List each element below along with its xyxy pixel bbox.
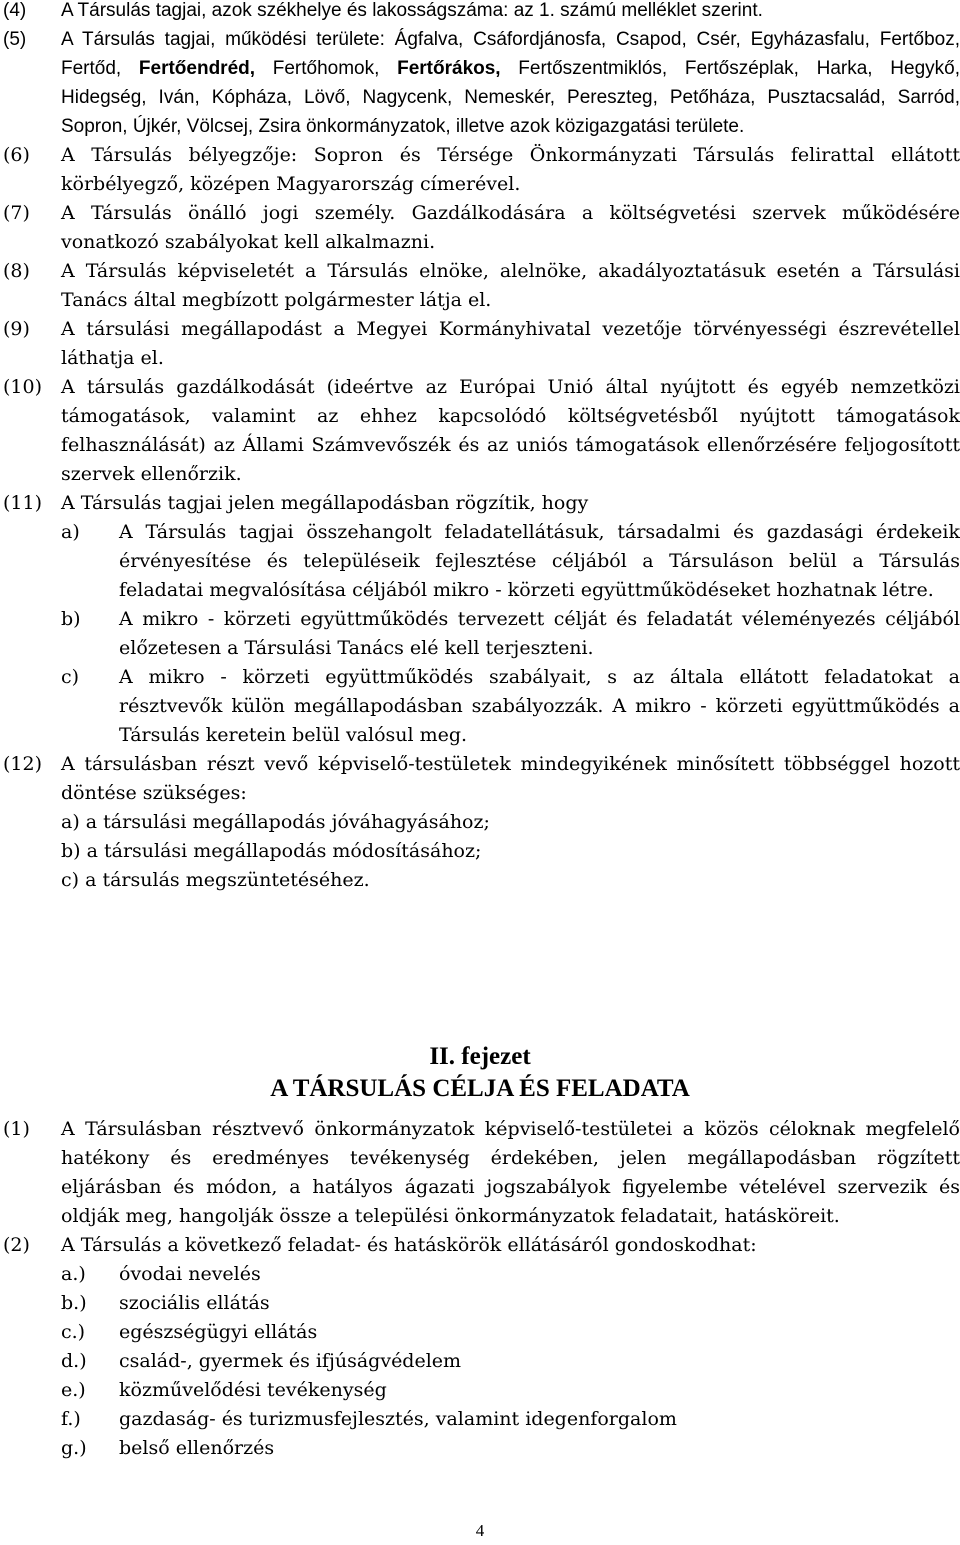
paragraph-number: (11) [3, 492, 43, 514]
paragraph-text: A társulásban részt vevő képviselő-testületek mindegyikének minősített többséggel hozott döntése szükséges: [61, 753, 960, 804]
paragraph-text: A Társulás tagjai, azok székhelye és lakosságszáma: az 1. számú melléklet szerint. [61, 0, 763, 21]
task-item-g [0, 1434, 960, 1463]
paragraph-9 [0, 315, 960, 373]
list-label: e.) [61, 1379, 86, 1401]
list-item-12b [0, 837, 960, 866]
list-text: család-, gyermek és ifjúságvédelem [119, 1350, 462, 1372]
paragraph-text: A Társulás bélyegzője: Sopron és Térsége Önkormányzati Társulás felirattal ellátott körbélyegző, középen Magyarország címerével. [61, 144, 960, 195]
paragraph-number: (12) [3, 753, 43, 775]
task-item-a [0, 1260, 960, 1289]
paragraph-text: A társulási megállapodást a Megyei Kormányhivatal vezetője törvényességi észrevétellel láthatja el. [61, 318, 960, 369]
page-number: 4 [475, 1521, 485, 1540]
chapter-paragraph-1 [0, 1115, 960, 1231]
paragraph-number: (10) [3, 376, 43, 398]
paragraph-10 [0, 373, 960, 489]
list-label: a.) [61, 1263, 86, 1285]
list-label: b.) [61, 1292, 87, 1314]
paragraph-text: A Társulás önálló jogi személy. Gazdálkodására a költségvetési szervek működésére vonatkozó szabályokat kell alkalmazni. [61, 202, 960, 253]
list-item-12c [0, 866, 960, 895]
chapter-paragraph-2 [0, 1231, 960, 1260]
chapter-heading [0, 1041, 960, 1105]
list-text: A Társulás tagjai összehangolt feladatellátásuk, társadalmi és gazdasági érdekeik érvényesítése és településeik fejlesztése céljából a Társuláson belül a Társulás feladatai megvalósítása céljából mikro - körzeti együttműködéseket hozhatnak létre. [119, 521, 960, 601]
paragraph-11 [0, 489, 960, 518]
list-item-11a [0, 518, 960, 605]
paragraph-number: (8) [3, 260, 30, 282]
paragraph-number: (7) [3, 202, 30, 224]
task-item-d [0, 1347, 960, 1376]
paragraph-text: A társulás gazdálkodását (ideértve az Európai Unió által nyújtott és egyéb nemzetközi támogatások, valamint az ehhez kapcsolódó költségvetésből nyújtott támogatások felhasználását) az Állami Számvevőszék és az uniós támogatások ellenőrzésére feljogosított szervek ellenőrzik. [61, 376, 960, 485]
paragraph-text: Fertőhomok, [255, 58, 398, 79]
paragraph-8 [0, 257, 960, 315]
paragraph-4 [0, 0, 960, 25]
section-2 [0, 1115, 960, 1463]
list-text: c) a társulás megszüntetéséhez. [61, 869, 370, 891]
task-item-c [0, 1318, 960, 1347]
paragraph-text: Fertőszentmiklós, Fertőszéplak, Harka, Hegykő, Hidegség, Iván, Kópháza, Lövő, Nagycenk, Nemeskér, Pereszteg, Petőháza, Pusztacsalád, Sarród, Sopron, Újkér, Völcsej, Zsira önkormányzatok, illetve azok közigazgatási területe. [61, 58, 960, 137]
list-label: a) [61, 521, 80, 543]
list-text: közművelődési tevékenység [119, 1379, 387, 1401]
paragraph-text: A Társulás tagjai, működési területe: Ágfalva, Csáfordjánosfa, Csapod, Csér, Egyházasfalu, Fertőboz, Fertőd, [61, 29, 960, 79]
list-label: b) [61, 608, 81, 630]
paragraph-7 [0, 199, 960, 257]
paragraph-number: (4) [3, 0, 27, 21]
bold-name: Fertőrákos, [397, 58, 501, 79]
list-text: a) a társulási megállapodás jóváhagyásához; [61, 811, 490, 833]
paragraph-number: (2) [3, 1234, 30, 1256]
paragraph-number: (9) [3, 318, 30, 340]
paragraph-5 [0, 25, 960, 141]
list-text: egészségügyi ellátás [119, 1321, 318, 1343]
list-text: óvodai nevelés [119, 1263, 261, 1285]
paragraph-number: (5) [3, 29, 27, 50]
paragraph-number: (6) [3, 144, 30, 166]
list-label: d.) [61, 1350, 87, 1372]
list-item-11b [0, 605, 960, 663]
paragraph-6 [0, 141, 960, 199]
paragraph-number: (1) [3, 1118, 30, 1140]
list-label: c) [61, 666, 80, 688]
list-item-11c [0, 663, 960, 750]
chapter-number: II. fejezet [429, 1043, 531, 1070]
task-item-f [0, 1405, 960, 1434]
list-text: gazdaság- és turizmusfejlesztés, valamint idegenforgalom [119, 1408, 677, 1430]
list-text: b) a társulási megállapodás módosításához; [61, 840, 482, 862]
list-label: f.) [61, 1408, 81, 1430]
paragraph-text: A Társulás a következő feladat- és hatáskörök ellátásáról gondoskodhat: [61, 1234, 757, 1256]
task-item-e [0, 1376, 960, 1405]
paragraph-12 [0, 750, 960, 808]
bold-name: Fertőendréd, [138, 58, 256, 79]
list-text: szociális ellátás [119, 1292, 270, 1314]
paragraph-text: A Társulásban résztvevő önkormányzatok képviselő-testületei a közös céloknak megfelelő hatékony és eredményes tevékenység érdekében, jelen megállapodásban rögzített eljárásban és módon, a hatályos ágazati jogszabályok figyelembe vételével szervezik és oldják meg, hangolják össze a települési önkormányzatok feladatait, hatásköreit. [61, 1118, 960, 1227]
list-text: belső ellenőrzés [119, 1437, 275, 1459]
list-item-12a [0, 808, 960, 837]
paragraph-text: A Társulás tagjai jelen megállapodásban rögzítik, hogy [61, 492, 589, 514]
task-item-b [0, 1289, 960, 1318]
list-label: c.) [61, 1321, 86, 1343]
list-text: A mikro - körzeti együttműködés szabályait, s az általa ellátott feladatokat a résztvevők külön megállapodásban szabályozzák. A mikro - körzeti együttműködés a Társulás keretein belül valósul meg. [119, 666, 960, 746]
paragraph-text: A Társulás képviseletét a Társulás elnöke, alelnöke, akadályoztatásuk esetén a Társulási Tanács által megbízott polgármester látja el. [61, 260, 960, 311]
list-text: A mikro - körzeti együttműködés tervezett célját és feladatát véleményezés céljából előzetesen a Társulási Tanács elé kell terjeszteni. [119, 608, 960, 659]
list-label: g.) [61, 1437, 87, 1459]
chapter-title: A TÁRSULÁS CÉLJA ÉS FELADATA [270, 1075, 690, 1102]
